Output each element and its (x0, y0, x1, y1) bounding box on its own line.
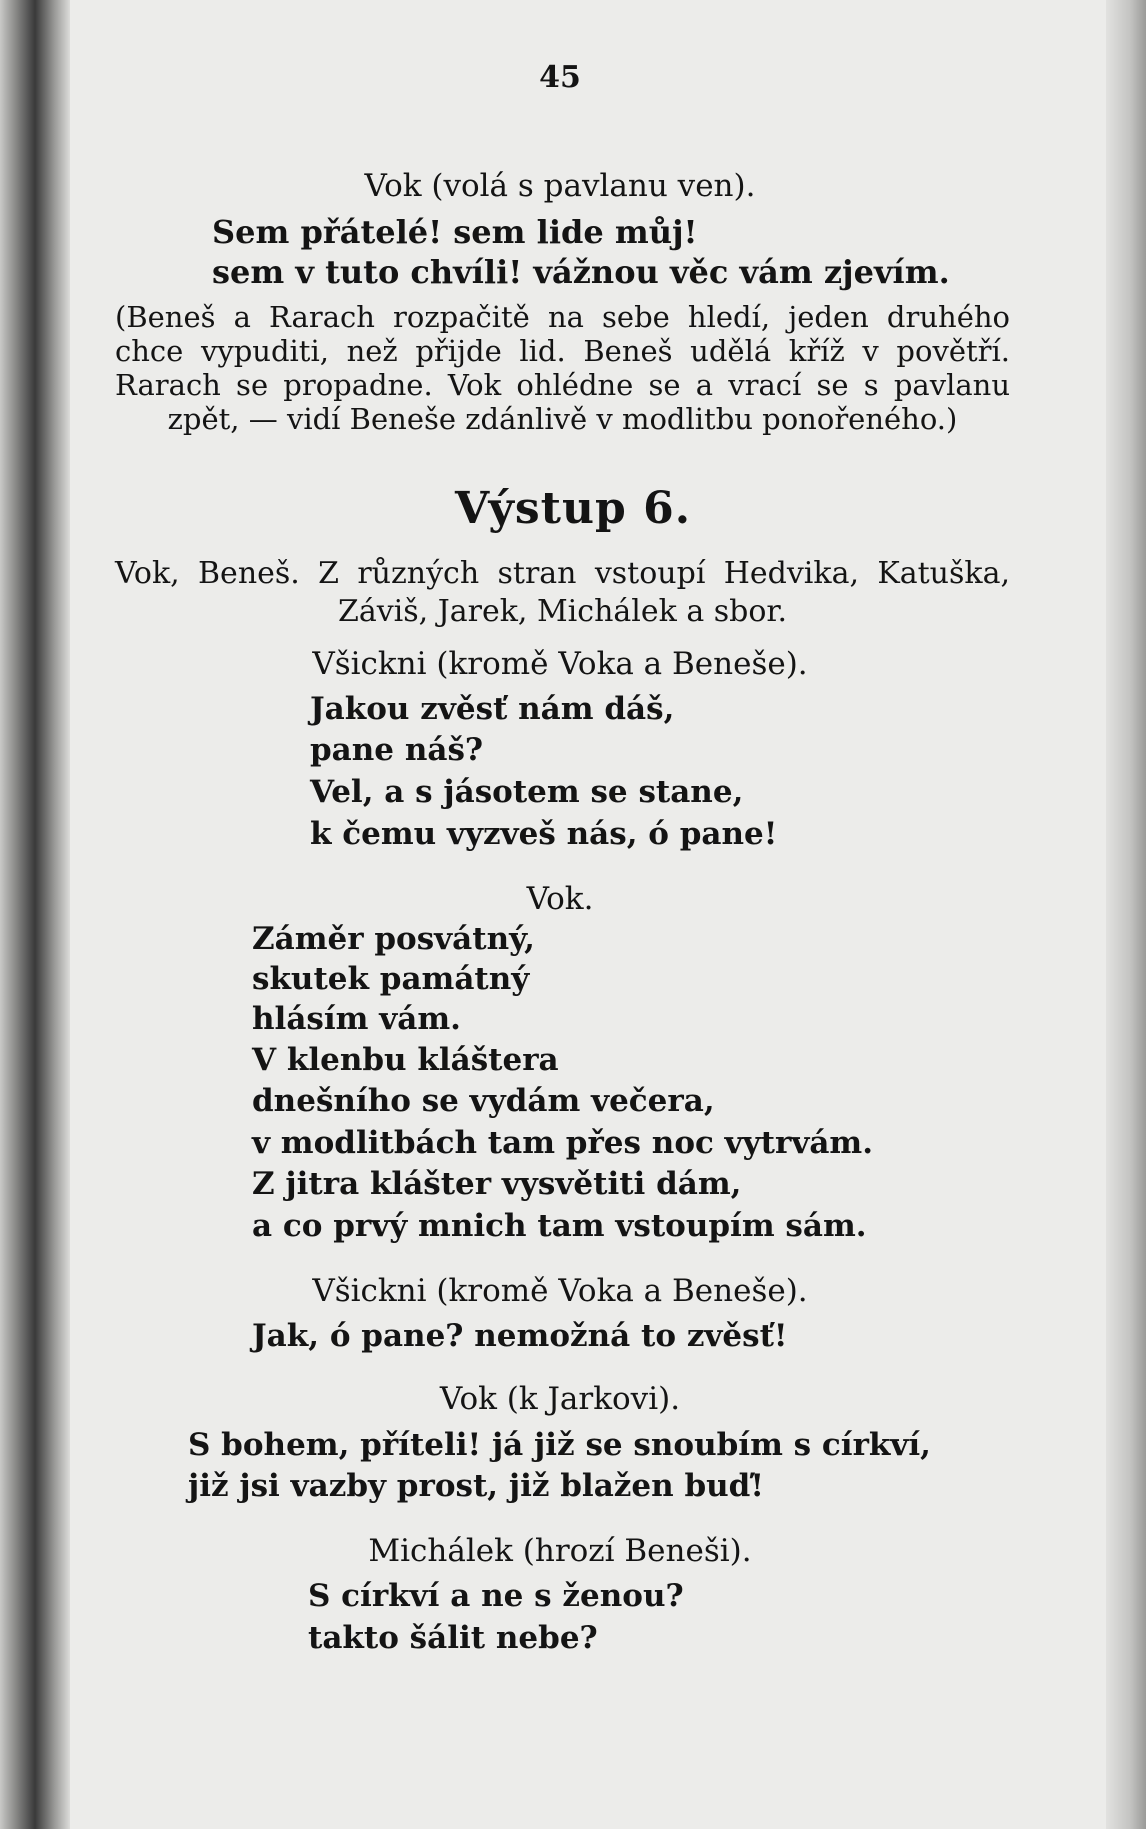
stage-direction-line: (Beneš a Rarach rozpačitě na sebe hledí, jeden druhého (115, 300, 1010, 334)
speaker-vsickni-1: Všickni (kromě Voka a Beneše). (312, 646, 808, 682)
page-number: 45 (539, 60, 581, 95)
verse-line: a co prvý mnich tam vstoupím sám. (252, 1208, 867, 1244)
verse-line: již jsi vazby prost, již blažen buď! (188, 1468, 764, 1504)
stage-direction (115, 300, 1010, 436)
verse-line: takto šálit nebe? (308, 1620, 598, 1656)
verse-line: S církví a ne s ženou? (308, 1578, 684, 1614)
verse-line: k čemu vyzveš nás, ó pane! (310, 816, 778, 852)
verse-line: Jakou zvěsť nám dáš, (310, 691, 675, 727)
verse-line: Jak, ó pane? nemožná to zvěsť! (252, 1318, 788, 1354)
verse-line: skutek památný (252, 961, 530, 997)
verse-line: S bohem, příteli! já již se snoubím s církví, (188, 1427, 931, 1463)
scene-cast (115, 555, 1010, 631)
cast-line: Záviš, Jarek, Michálek a sbor. (337, 594, 788, 629)
verse-line: pane náš? (310, 732, 484, 768)
speaker-vsickni-2: Všickni (kromě Voka a Beneše). (312, 1273, 808, 1309)
verse-line: dnešního se vydám večera, (252, 1083, 715, 1119)
speaker-michalek: Michálek (hrozí Beneši). (368, 1533, 752, 1569)
verse-line: Z jitra klášter vysvětiti dám, (252, 1166, 742, 1202)
verse-line: Vel, a s jásotem se stane, (310, 774, 744, 810)
verse-line: V klenbu kláštera (252, 1042, 559, 1078)
verse-line: v modlitbách tam přes noc vytrvám. (252, 1125, 874, 1161)
verse-line: hlásím vám. (252, 1001, 461, 1037)
verse-line: Záměr posvátný, (252, 921, 535, 957)
speaker-vok-2: Vok. (526, 881, 594, 917)
stage-direction-line: chce vypuditi, než přijde lid. Beneš udělá kříž v povětří. (115, 334, 1010, 368)
verse-line: sem v tuto chvíli! vážnou věc vám zjevím. (212, 253, 950, 291)
speaker-vok-3: Vok (k Jarkovi). (439, 1381, 681, 1417)
verse-line: Sem přátelé! sem lide můj! (212, 213, 698, 251)
speaker-vok-1: Vok (volá s pavlanu ven). (364, 168, 756, 204)
stage-direction-line: Rarach se propadne. Vok ohlédne se a vrací se s pavlanu (115, 368, 1010, 402)
cast-line: Vok, Beneš. Z různých stran vstoupí Hedvika, Katuška, (115, 556, 1010, 591)
scene-heading: Výstup 6. (454, 483, 692, 534)
stage-direction-line: zpět, — vidí Beneše zdánlivě v modlitbu ponořeného.) (167, 402, 958, 436)
